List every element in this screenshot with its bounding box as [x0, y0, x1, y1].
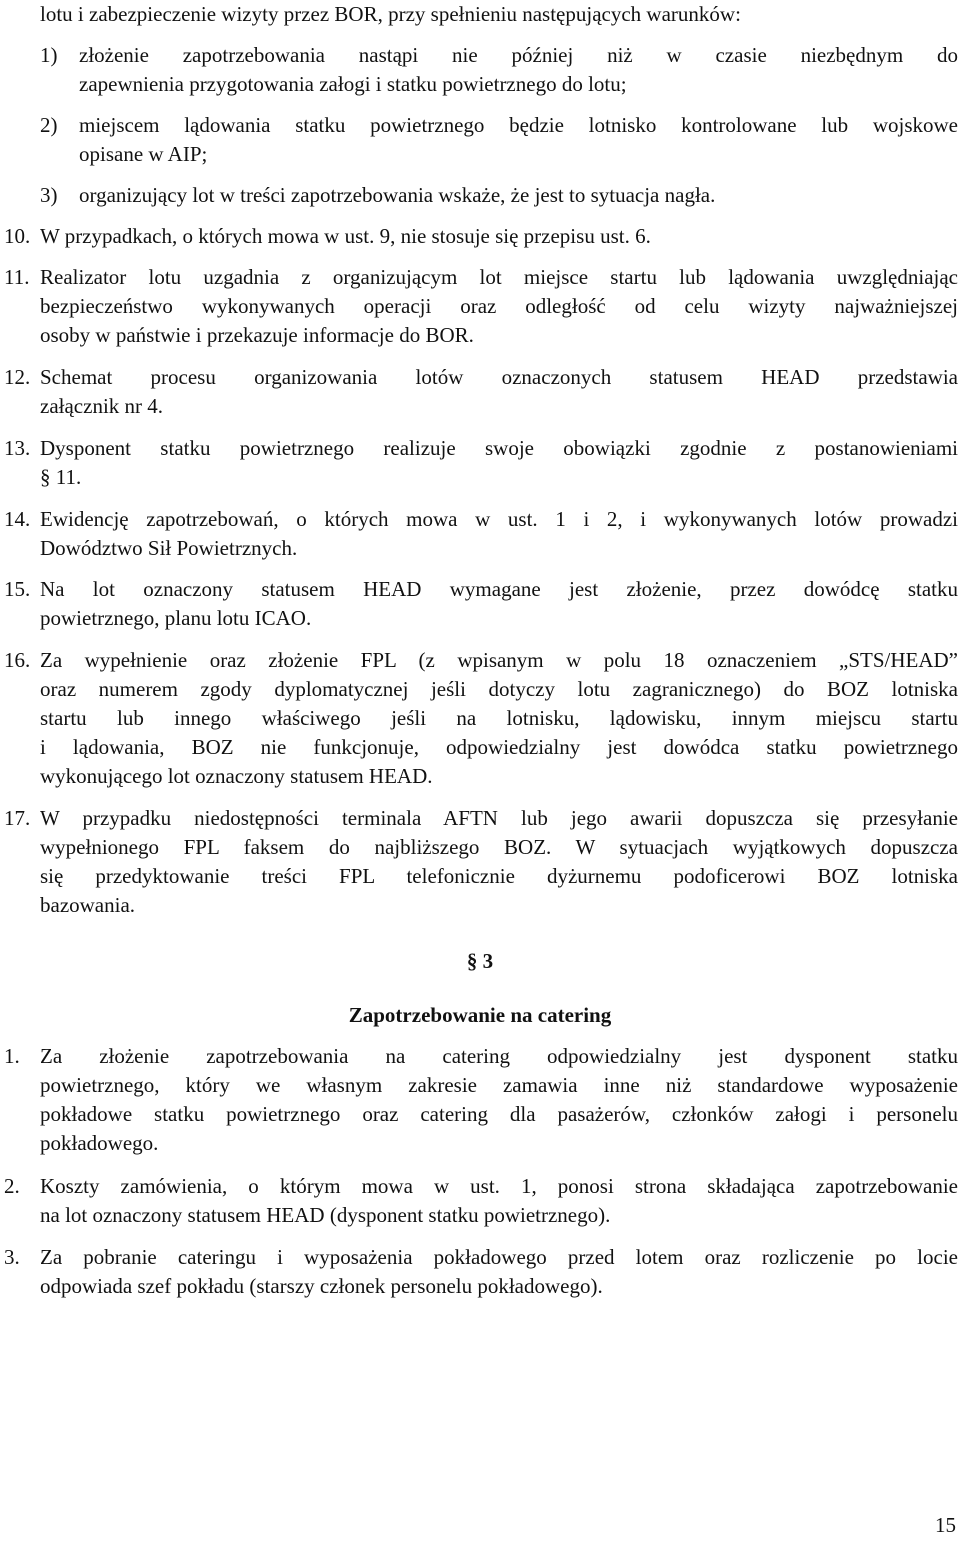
item-text: Na lot oznaczony statusem HEAD wymagane jest złożenie, przez dowódcę statku: [40, 577, 958, 601]
item-number: 11.: [4, 265, 30, 289]
item-text: Ewidencję zapotrzebowań, o których mowa w ust. 1 i 2, i wykonywanych lotów prowadzi: [40, 507, 958, 531]
item-number: 1.: [4, 1044, 20, 1068]
item-text: bazowania.: [40, 893, 136, 917]
condition-text: zapewnienia przygotowania załogi i statku powietrznego do lotu;: [79, 72, 627, 96]
item-text: Koszty zamówienia, o którym mowa w ust. 1, ponosi strona składająca zapotrzebowanie: [40, 1174, 958, 1198]
condition-number: 2): [40, 113, 58, 137]
item-text: startu lub innego właściwego jeśli na lotnisku, lądowisku, innym miejscu startu: [40, 706, 958, 730]
item-text: na lot oznaczony statusem HEAD (dysponent statku powietrznego).: [40, 1203, 611, 1227]
item-number: 12.: [4, 365, 31, 389]
item-text: pokładowego.: [40, 1131, 159, 1155]
item-text: odpowiada szef pokładu (starszy członek personelu pokładowego).: [40, 1274, 603, 1298]
item-text: Dowództwo Sił Powietrznych.: [40, 536, 298, 560]
condition-text: złożenie zapotrzebowania nastąpi nie później niż w czasie niezbędnym do: [79, 43, 958, 67]
page-number: 15: [935, 1513, 956, 1537]
item-text: Za pobranie cateringu i wyposażenia pokładowego przed lotem oraz rozliczenie po locie: [40, 1245, 958, 1269]
item-text: W przypadku niedostępności terminala AFTN lub jego awarii dopuszcza się przesyłanie: [40, 806, 958, 830]
item-number: 14.: [4, 507, 31, 531]
item-text: pokładowe statku powietrznego oraz catering dla pasażerów, członków załogi i personelu: [40, 1102, 958, 1126]
item-number: 16.: [4, 648, 31, 672]
item-text: i lądowania, BOZ nie funkcjonuje, odpowiedzialny jest dowódca statku powietrznego: [40, 735, 958, 759]
item-number: 2.: [4, 1174, 20, 1198]
section-title: Zapotrzebowanie na catering: [348, 1003, 612, 1027]
item-text: Dysponent statku powietrznego realizuje swoje obowiązki zgodnie z postanowieniami: [40, 436, 958, 460]
item-text: się przedyktowanie treści FPL telefonicznie dyżurnemu podoficerowi BOZ lotniska: [40, 864, 958, 888]
item-text: powietrznego, który we własnym zakresie zamawia inne niż standardowe wyposażenie: [40, 1073, 958, 1097]
item-text: powietrznego, planu lotu ICAO.: [40, 606, 312, 630]
condition-text: organizujący lot w treści zapotrzebowania wskaże, że jest to sytuacja nagła.: [79, 183, 716, 207]
intro-line: lotu i zabezpieczenie wizyty przez BOR, przy spełnieniu następujących warunków:: [40, 2, 741, 26]
condition-text: miejscem lądowania statku powietrznego będzie lotnisko kontrolowane lub wojskowe: [79, 113, 958, 137]
section-number: § 3: [466, 949, 494, 973]
condition-number: 1): [40, 43, 58, 67]
item-text: oraz numerem zgody dyplomatycznej jeśli dotyczy lotu zagranicznego) do BOZ lotniska: [40, 677, 958, 701]
item-number: 17.: [4, 806, 31, 830]
condition-text: opisane w AIP;: [79, 142, 208, 166]
item-text: Za złożenie zapotrzebowania na catering odpowiedzialny jest dysponent statku: [40, 1044, 958, 1068]
item-text: § 11.: [40, 465, 82, 489]
item-text: osoby w państwie i przekazuje informacje do BOR.: [40, 323, 474, 347]
condition-number: 3): [40, 183, 58, 207]
item-text: Schemat procesu organizowania lotów oznaczonych statusem HEAD przedstawia: [40, 365, 958, 389]
item-text: W przypadkach, o których mowa w ust. 9, nie stosuje się przepisu ust. 6.: [40, 224, 651, 248]
item-text: wypełnionego FPL faksem do najbliższego BOZ. W sytuacjach wyjątkowych dopuszcza: [40, 835, 958, 859]
item-text: wykonującego lot oznaczony statusem HEAD.: [40, 764, 433, 788]
item-text: załącznik nr 4.: [40, 394, 164, 418]
item-number: 15.: [4, 577, 31, 601]
item-text: Za wypełnienie oraz złożenie FPL (z wpisanym w polu 18 oznaczeniem „STS/HEAD”: [40, 648, 958, 672]
item-number: 13.: [4, 436, 31, 460]
item-number: 10.: [4, 224, 31, 248]
item-text: Realizator lotu uzgadnia z organizującym lot miejsce startu lub lądowania uwzględniając: [40, 265, 958, 289]
item-number: 3.: [4, 1245, 20, 1269]
item-text: bezpieczeństwo wykonywanych operacji oraz odległość od celu wizyty najważniejszej: [40, 294, 958, 318]
